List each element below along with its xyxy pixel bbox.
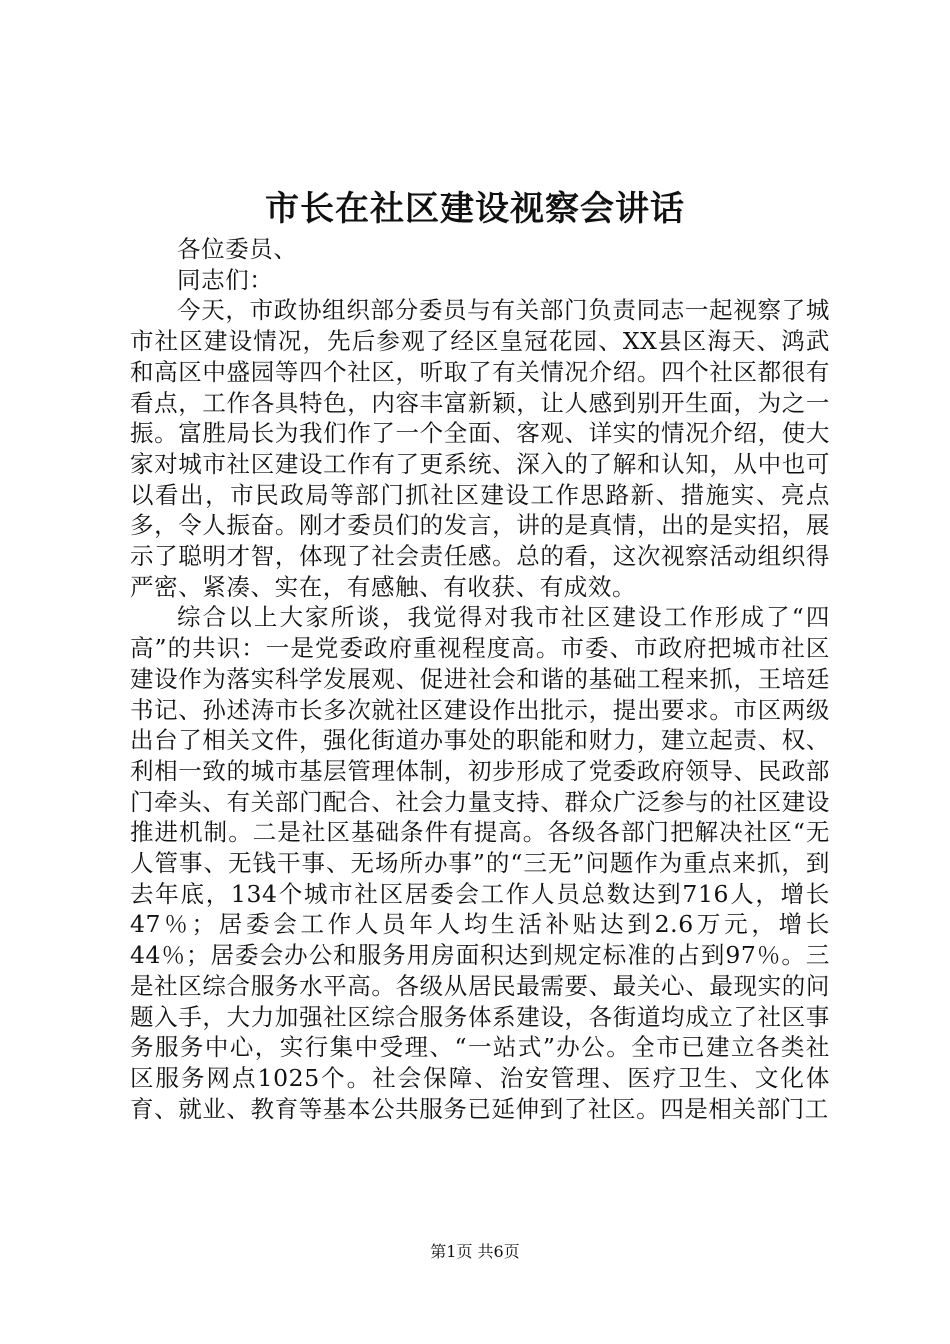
salutation-line-1: 各位委员、 bbox=[177, 235, 298, 263]
salutation-line-2: 同志们： bbox=[177, 265, 274, 294]
document-title: 市长在社区建设视察会讲话 bbox=[265, 189, 685, 229]
document-body bbox=[130, 234, 830, 1124]
paragraph-2: 综合以上大家所谈，我觉得对我市社区建设工作形成了“四高”的共识：一是党委政府重视程度高。市委、市政府把城市社区建设作为落实科学发展观、促进社会和谐的基础工程来抓，王培廷书记、孙述涛市长多次就社区建设作出批示，提出要求。市区两级出台了相关文件，强化街道办事处的职能和财力，建立起责、权、利相一致的城市基层管理体制，初步形成了党委政府领导、民政部门牵头、有关部门配合、社会力量支持、群众广泛参与的社区建设推进机制。二是社区基础条件有提高。各级各部门把解决社区“无人管事、无钱干事、无场所办事”的“三无”问题作为重点来抓，到去年底，134个城市社区居委会工作人员总数达到716人，增长47％；居委会工作人员年人均生活补贴达到2.6万元，增长44％；居委会办公和服务用房面积达到规定标准的占到97％。三是社区综合服务水平高。各级从居民最需要、最关心、最现实的问题入手，大力加强社区综合服务体系建设，各街道均成立了社区事务服务中心，实行集中受理、“一站式”办公。全市已建立各类社区服务网点1025个。社会保障、治安管理、医疗卫生、文化体育、就业、教育等基本公共服务已延伸到了社区。四是相关部门工 bbox=[130, 603, 830, 1123]
paragraph-1: 今天，市政协组织部分委员与有关部门负责同志一起视察了城市社区建设情况，先后参观了经区皇冠花园、XX县区海天、鸿武和高区中盛园等四个社区，听取了有关情况介绍。四个社区都很有看点，工作各具特色，内容丰富新颖，让人感到别开生面，为之一振。富胜局长为我们作了一个全面、客观、详实的情况介绍，使大家对城市社区建设工作有了更系统、深入的了解和认知，从中也可以看出，市民政局等部门抓社区建设工作思路新、措施实、亮点多，令人振奋。刚才委员们的发言，讲的是真情，出的是实招，展示了聪明才智，体现了社会责任感。总的看，这次视察活动组织得严密、紧凑、实在，有感触、有收获、有成效。 bbox=[130, 296, 830, 601]
page-footer: 第1页 共6页 bbox=[430, 1242, 520, 1261]
